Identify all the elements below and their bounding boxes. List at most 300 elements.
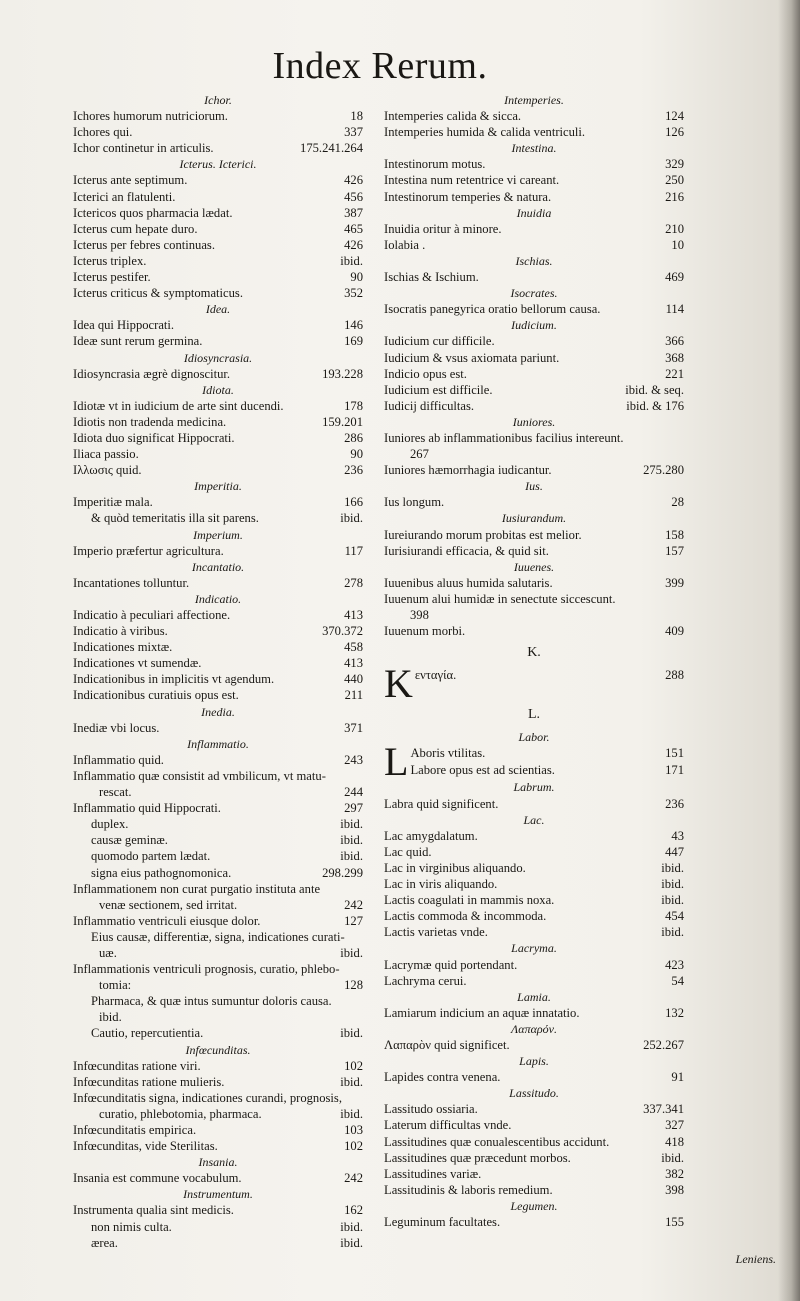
index-entry bbox=[73, 1138, 363, 1154]
index-heading: Lac. bbox=[523, 812, 545, 827]
index-entry bbox=[73, 1122, 363, 1138]
index-entry bbox=[73, 752, 363, 768]
entry-text: Iureiurando morum probitas est melior. bbox=[384, 527, 582, 542]
index-heading: Lassitudo. bbox=[509, 1086, 559, 1101]
entry-text: Insania est commune vocabulum. bbox=[73, 1171, 242, 1186]
entry-page-ref: 409 bbox=[665, 624, 684, 639]
entry-text: Iolabia . bbox=[384, 237, 426, 252]
entry-page-ref: 252.267 bbox=[643, 1037, 684, 1052]
entry-text: Instrumenta qualia sint medicis. bbox=[73, 1203, 234, 1218]
index-entry bbox=[73, 269, 363, 285]
entry-page-ref: 210 bbox=[665, 221, 684, 236]
entry-text: Indicatio à viribus. bbox=[73, 624, 168, 639]
entry-page-ref: 103 bbox=[344, 1123, 363, 1137]
entry-text: Lac in viris aliquando. bbox=[384, 877, 498, 892]
entry-text: Indicatio à peculiari affectione. bbox=[73, 608, 231, 622]
entry-text: Ictericos quos pharmacia lædat. bbox=[73, 205, 233, 220]
entry-text: Indicationibus in implicitis vt agendum. bbox=[73, 672, 275, 687]
entry-text: uæ. bbox=[99, 945, 117, 960]
index-entry bbox=[384, 1214, 684, 1230]
entry-page-ref: ibid. bbox=[340, 833, 363, 848]
entry-text: Leguminum facultates. bbox=[384, 1215, 501, 1229]
entry-page-ref: 102 bbox=[344, 1058, 363, 1073]
index-entry bbox=[73, 1202, 363, 1218]
entry-page-ref: ibid. bbox=[661, 860, 684, 875]
index-entry bbox=[73, 366, 363, 382]
entry-page-ref: 454 bbox=[665, 909, 684, 924]
entry-text: Iliaca passio. bbox=[73, 447, 139, 462]
entry-text: Iudicium & vsus axiomata pariunt. bbox=[384, 350, 560, 365]
entry-text: Iuuenibus aluus humida salutaris. bbox=[384, 575, 553, 590]
dropcap-body bbox=[410, 745, 684, 777]
index-entry bbox=[73, 494, 363, 510]
entry-text: Ιλλωσις quid. bbox=[73, 463, 142, 478]
entry-text: Infœcunditas, vide Sterilitas. bbox=[73, 1139, 218, 1154]
entry-text: Laterum difficultas vnde. bbox=[384, 1118, 512, 1133]
index-entry bbox=[73, 816, 363, 832]
entry-page-ref: 127 bbox=[344, 913, 363, 928]
entry-text: ibid. bbox=[99, 1010, 122, 1025]
index-heading: Infœcunditas. bbox=[185, 1042, 251, 1057]
dropcap-entry bbox=[384, 661, 684, 707]
index-entry bbox=[73, 977, 363, 993]
entry-text: ærea. bbox=[91, 1235, 118, 1250]
entry-text: Lassitudo ossiaria. bbox=[384, 1102, 478, 1117]
index-entry bbox=[384, 828, 684, 844]
entry-page-ref: ibid. bbox=[661, 877, 684, 892]
entry-page-ref: 54 bbox=[671, 973, 684, 988]
index-entry bbox=[73, 446, 363, 462]
index-entry bbox=[73, 221, 363, 237]
index-entry bbox=[73, 607, 363, 623]
index-entry bbox=[410, 745, 684, 761]
entry-text: signa eius pathognomonica. bbox=[91, 865, 232, 880]
index-entry bbox=[73, 945, 363, 961]
entry-text: Icterici an flatulenti. bbox=[73, 189, 176, 204]
entry-text: Inflammatio ventriculi eiusque dolor. bbox=[73, 913, 261, 928]
entry-page-ref: 169 bbox=[344, 334, 363, 349]
index-heading: Imperium. bbox=[193, 527, 243, 542]
entry-text: Pharmaca, & quæ intus sumuntur doloris causa. bbox=[91, 994, 332, 1009]
entry-page-ref: 211 bbox=[344, 688, 363, 703]
entry-text: Idiotæ vt in iudicium de arte sint ducendi. bbox=[73, 398, 284, 413]
entry-page-ref: 102 bbox=[344, 1139, 363, 1154]
entry-text: Ichor continetur in articulis. bbox=[73, 141, 214, 156]
entry-page-ref: 126 bbox=[665, 125, 684, 140]
entry-text: Icterus pestifer. bbox=[73, 270, 151, 285]
index-entry bbox=[73, 462, 363, 478]
entry-page-ref: 242 bbox=[344, 1171, 363, 1186]
entry-page-ref: 288 bbox=[665, 668, 684, 683]
entry-text: causæ geminæ. bbox=[91, 833, 168, 848]
entry-text: Cautio, repercutientia. bbox=[91, 1026, 204, 1041]
index-entry bbox=[384, 333, 684, 349]
entry-text: venæ sectionem, sed irritat. bbox=[99, 897, 238, 912]
index-heading: Idiosyncrasia. bbox=[183, 350, 253, 365]
index-entry bbox=[73, 285, 363, 301]
entry-page-ref: 128 bbox=[344, 978, 363, 993]
index-entry bbox=[384, 382, 684, 398]
entry-text: Indicationes vt sumendæ. bbox=[73, 656, 202, 671]
index-entry bbox=[384, 844, 684, 860]
entry-page-ref: 151 bbox=[665, 746, 684, 761]
entry-text: non nimis culta. bbox=[91, 1219, 172, 1234]
index-heading: Isocrates. bbox=[510, 286, 558, 301]
entry-text: Lassitudines variæ. bbox=[384, 1166, 482, 1181]
index-entry bbox=[73, 205, 363, 221]
entry-text: Icterus per febres continuas. bbox=[73, 237, 215, 252]
entry-page-ref: 162 bbox=[344, 1203, 363, 1218]
entry-text: Intestinorum temperies & natura. bbox=[384, 189, 552, 204]
entry-text: Infœcunditas ratione mulieris. bbox=[73, 1074, 225, 1089]
index-entry bbox=[384, 1182, 684, 1198]
entry-text: Lactis commoda & incommoda. bbox=[384, 909, 547, 924]
index-heading: Ius. bbox=[525, 479, 543, 494]
index-entry bbox=[73, 1009, 363, 1025]
index-entry bbox=[384, 1117, 684, 1133]
catchword: Leniens. bbox=[735, 1252, 776, 1266]
index-entry bbox=[73, 253, 363, 269]
entry-text: 267 bbox=[410, 447, 429, 462]
entry-text: Ischias & Ischium. bbox=[384, 270, 479, 285]
index-entry bbox=[384, 860, 684, 876]
index-entry bbox=[73, 575, 363, 591]
dropcap-body bbox=[415, 667, 684, 683]
index-heading: Labor. bbox=[518, 730, 550, 745]
index-entry bbox=[384, 973, 684, 989]
entry-page-ref: 426 bbox=[344, 173, 363, 188]
index-heading: Ichor. bbox=[204, 93, 232, 107]
index-entry bbox=[73, 1090, 363, 1106]
entry-text: Iuuenum alui humidæ in senectute siccescunt. bbox=[384, 591, 616, 606]
index-entry bbox=[384, 575, 684, 591]
index-heading: Iusiurandum. bbox=[501, 511, 567, 526]
index-heading: Icterus. Icterici. bbox=[179, 157, 257, 172]
entry-text: rescat. bbox=[99, 785, 132, 800]
entry-text: Lamiarum indicium an aquæ innatatio. bbox=[384, 1005, 580, 1020]
index-entry bbox=[73, 720, 363, 736]
index-entry bbox=[384, 543, 684, 559]
entry-page-ref: ibid. & seq. bbox=[625, 382, 684, 397]
entry-page-ref: 10 bbox=[671, 237, 684, 252]
entry-text: Lacrymæ quid portendant. bbox=[384, 957, 518, 972]
entry-text: Inuidia oritur à minore. bbox=[384, 221, 502, 236]
entry-text: Infœcunditas ratione viri. bbox=[73, 1058, 201, 1073]
entry-page-ref: 155 bbox=[665, 1215, 684, 1229]
index-heading: Lacryma. bbox=[511, 941, 557, 956]
index-heading: Lamia. bbox=[517, 989, 551, 1004]
entry-page-ref: 91 bbox=[671, 1070, 684, 1085]
entry-text: Inflammatio quid. bbox=[73, 752, 164, 767]
entry-text: Inflammationem non curat purgatio instituta ante bbox=[73, 881, 321, 896]
index-entry bbox=[384, 462, 684, 478]
index-entry bbox=[73, 398, 363, 414]
entry-page-ref: 236 bbox=[665, 796, 684, 811]
entry-page-ref: 298.299 bbox=[322, 865, 363, 880]
index-entry bbox=[384, 366, 684, 382]
entry-page-ref: 387 bbox=[344, 205, 363, 220]
index-heading: Idea. bbox=[205, 302, 231, 317]
index-entry bbox=[73, 961, 363, 977]
index-entry bbox=[384, 607, 684, 623]
entry-page-ref: ibid. bbox=[340, 511, 363, 526]
entry-page-ref: ibid. bbox=[661, 1150, 684, 1165]
entry-page-ref: 90 bbox=[350, 270, 363, 285]
index-entry bbox=[73, 1074, 363, 1090]
entry-page-ref: 286 bbox=[344, 430, 363, 445]
index-entry bbox=[73, 897, 363, 913]
entry-page-ref: 250 bbox=[665, 173, 684, 188]
entry-page-ref: ibid. bbox=[340, 849, 363, 864]
entry-page-ref: 242 bbox=[344, 897, 363, 912]
entry-page-ref: 244 bbox=[344, 785, 363, 800]
entry-page-ref: 456 bbox=[344, 189, 363, 204]
entry-page-ref: 132 bbox=[665, 1005, 684, 1020]
index-entry bbox=[73, 832, 363, 848]
index-entry bbox=[73, 655, 363, 671]
entry-page-ref: 216 bbox=[665, 189, 684, 204]
index-entry bbox=[73, 784, 363, 800]
entry-text: Ichores qui. bbox=[73, 125, 133, 140]
index-entry bbox=[73, 317, 363, 333]
entry-text: Infœcunditatis empirica. bbox=[73, 1123, 197, 1137]
entry-text: curatio, phlebotomia, pharmaca. bbox=[99, 1106, 262, 1121]
entry-page-ref: 447 bbox=[665, 844, 684, 859]
entry-page-ref: 469 bbox=[665, 270, 684, 285]
entry-page-ref: ibid. bbox=[661, 893, 684, 908]
index-entry bbox=[384, 269, 684, 285]
section-letter: L. bbox=[527, 707, 541, 723]
index-entry bbox=[73, 768, 363, 784]
entry-text: Idea qui Hippocrati. bbox=[73, 318, 175, 333]
entry-text: Imperitiæ mala. bbox=[73, 495, 153, 510]
index-column-right bbox=[384, 92, 684, 1230]
index-entry bbox=[384, 1037, 684, 1053]
entry-page-ref: 465 bbox=[344, 221, 363, 236]
entry-text: Eius causæ, differentiæ, signa, indicationes curati- bbox=[91, 929, 345, 944]
entry-page-ref: ibid. bbox=[340, 253, 363, 268]
index-heading: Intemperies. bbox=[504, 93, 564, 107]
entry-text: Inflammatio quæ consistit ad vmbilicum, vt matu- bbox=[73, 768, 326, 783]
entry-text: Lactis varietas vnde. bbox=[384, 925, 488, 940]
entry-text: Iuniores hæmorrhagia iudicantur. bbox=[384, 463, 552, 478]
index-heading: Instrumentum. bbox=[183, 1187, 253, 1202]
index-heading: Idiota. bbox=[202, 382, 234, 397]
entry-page-ref: ibid. bbox=[340, 817, 363, 832]
index-entry bbox=[384, 108, 684, 124]
entry-page-ref: 413 bbox=[344, 656, 363, 671]
entry-page-ref: 158 bbox=[665, 527, 684, 542]
index-entry bbox=[73, 913, 363, 929]
entry-page-ref: 124 bbox=[665, 109, 684, 124]
index-heading: Imperitia. bbox=[194, 479, 242, 494]
entry-page-ref: ibid. bbox=[661, 925, 684, 940]
entry-text: Iudicium cur difficile. bbox=[384, 334, 495, 349]
entry-text: Inediæ vbi locus. bbox=[73, 720, 160, 735]
index-entry bbox=[384, 876, 684, 892]
index-entry bbox=[384, 1166, 684, 1182]
index-heading: Insania. bbox=[198, 1155, 238, 1170]
entry-page-ref: 166 bbox=[344, 495, 363, 510]
index-entry bbox=[73, 108, 363, 124]
entry-text: Iudicij difficultas. bbox=[384, 398, 475, 413]
entry-text: Lassitudinis & laboris remedium. bbox=[384, 1182, 553, 1197]
entry-page-ref: 275.280 bbox=[643, 463, 684, 478]
index-entry bbox=[73, 510, 363, 526]
index-entry bbox=[384, 237, 684, 253]
entry-page-ref: 329 bbox=[665, 157, 684, 172]
entry-text: Labra quid significent. bbox=[384, 796, 499, 811]
index-heading: Λαπαρόν. bbox=[511, 1021, 557, 1036]
index-entry bbox=[73, 993, 363, 1009]
index-entry bbox=[384, 398, 684, 414]
entry-page-ref: 278 bbox=[344, 575, 363, 590]
index-entry bbox=[384, 430, 684, 446]
index-entry bbox=[384, 172, 684, 188]
entry-page-ref: ibid. & 176 bbox=[626, 398, 684, 413]
index-entry bbox=[73, 1106, 363, 1122]
index-entry bbox=[384, 350, 684, 366]
entry-page-ref: 114 bbox=[665, 302, 684, 317]
entry-page-ref: ibid. bbox=[340, 1106, 363, 1121]
entry-page-ref: 371 bbox=[344, 720, 363, 735]
entry-text: Intemperies calida & sicca. bbox=[384, 109, 522, 124]
index-entry bbox=[73, 687, 363, 703]
entry-text: Labore opus est ad scientias. bbox=[410, 762, 555, 777]
entry-text: Indicationes mixtæ. bbox=[73, 640, 173, 655]
entry-page-ref: 297 bbox=[344, 801, 363, 816]
index-entry bbox=[73, 1025, 363, 1041]
index-entry bbox=[384, 446, 684, 462]
index-entry bbox=[384, 591, 684, 607]
entry-text: Idiotis non tradenda medicina. bbox=[73, 414, 227, 429]
dropcap-entry bbox=[384, 739, 684, 785]
entry-text: Iurisiurandi efficacia, & quid sit. bbox=[384, 543, 549, 558]
entry-page-ref: 366 bbox=[665, 334, 684, 349]
entry-text: Infœcunditatis signa, indicationes curandi, prognosis, bbox=[73, 1090, 342, 1105]
entry-text: Iuniores ab inflammationibus facilius intereunt. bbox=[384, 430, 624, 445]
index-entry bbox=[73, 1235, 363, 1251]
entry-text: Inflammatio quid Hippocrati. bbox=[73, 801, 221, 816]
index-heading: Lapis. bbox=[519, 1054, 549, 1069]
index-entry bbox=[73, 1058, 363, 1074]
index-entry bbox=[384, 1150, 684, 1166]
index-entry bbox=[384, 892, 684, 908]
entry-page-ref: 327 bbox=[665, 1118, 684, 1133]
entry-page-ref: 423 bbox=[665, 957, 684, 972]
entry-text: Lactis coagulati in mammis noxa. bbox=[384, 893, 555, 908]
entry-text: Lassitudines quæ præcedunt morbos. bbox=[384, 1150, 571, 1165]
entry-page-ref: 399 bbox=[665, 575, 684, 590]
index-entry bbox=[384, 908, 684, 924]
index-entry bbox=[73, 189, 363, 205]
entry-text: Ichores humorum nutriciorum. bbox=[73, 109, 228, 124]
entry-text: ενταγία. bbox=[414, 668, 457, 683]
entry-page-ref: 117 bbox=[344, 543, 363, 558]
index-entry bbox=[73, 865, 363, 881]
index-entry bbox=[384, 1005, 684, 1021]
entry-page-ref: ibid. bbox=[340, 1219, 363, 1234]
index-entry bbox=[73, 414, 363, 430]
entry-text: Icterus cum hepate duro. bbox=[73, 221, 198, 236]
entry-text: Indicationibus curatiuis opus est. bbox=[73, 688, 239, 703]
index-entry bbox=[73, 1170, 363, 1186]
index-entry bbox=[73, 639, 363, 655]
index-entry bbox=[384, 124, 684, 140]
index-entry bbox=[384, 1101, 684, 1117]
entry-text: Lac amygdalatum. bbox=[384, 828, 478, 843]
entry-page-ref: 440 bbox=[344, 672, 363, 687]
index-entry bbox=[73, 881, 363, 897]
entry-page-ref: ibid. bbox=[340, 945, 363, 960]
entry-text: Icterus criticus & symptomaticus. bbox=[73, 286, 243, 301]
entry-text: Lassitudines quæ conualescentibus accidunt. bbox=[384, 1134, 610, 1149]
entry-page-ref: 193.228 bbox=[322, 366, 363, 381]
index-entry bbox=[73, 124, 363, 140]
index-entry bbox=[384, 1134, 684, 1150]
section-letter: K. bbox=[527, 645, 541, 661]
entry-page-ref: 337 bbox=[344, 125, 363, 140]
index-entry bbox=[73, 237, 363, 253]
entry-page-ref: 146 bbox=[344, 318, 363, 333]
entry-page-ref: 426 bbox=[344, 237, 363, 252]
entry-text: Intestina num retentrice vi careant. bbox=[384, 173, 560, 188]
entry-text: Intemperies humida & calida ventriculi. bbox=[384, 125, 586, 140]
entry-page-ref: 28 bbox=[671, 495, 684, 510]
entry-text: quomodo partem lædat. bbox=[91, 849, 211, 864]
dropcap-initial: K bbox=[384, 661, 413, 707]
index-heading: Indicatio. bbox=[194, 591, 242, 606]
page-title: Index Rerum. bbox=[272, 45, 488, 87]
entry-page-ref: 171 bbox=[665, 762, 684, 777]
entry-page-ref: 382 bbox=[665, 1166, 684, 1181]
entry-page-ref: 90 bbox=[350, 447, 363, 462]
entry-text: Icterus triplex. bbox=[73, 253, 147, 268]
entry-page-ref: 352 bbox=[344, 286, 363, 301]
entry-text: Lac quid. bbox=[384, 844, 432, 859]
entry-text: Inflammationis ventriculi prognosis, curatio, phlebo- bbox=[73, 962, 340, 977]
index-entry bbox=[410, 762, 684, 778]
index-column-left bbox=[73, 92, 363, 1251]
index-heading: Ischias. bbox=[515, 253, 553, 268]
entry-page-ref: 43 bbox=[671, 828, 684, 843]
entry-page-ref: 398 bbox=[665, 1182, 684, 1197]
entry-text: duplex. bbox=[91, 817, 129, 832]
entry-page-ref: 236 bbox=[344, 463, 363, 478]
index-entry bbox=[384, 527, 684, 543]
entry-page-ref: 413 bbox=[344, 608, 363, 622]
index-entry bbox=[384, 1069, 684, 1085]
index-entry bbox=[73, 1219, 363, 1235]
entry-text: Ius longum. bbox=[384, 495, 445, 510]
entry-page-ref: 418 bbox=[665, 1134, 684, 1149]
entry-page-ref: 368 bbox=[665, 350, 684, 365]
entry-text: & quòd temeritatis illa sit parens. bbox=[91, 511, 259, 526]
index-entry bbox=[384, 494, 684, 510]
entry-page-ref: 458 bbox=[344, 640, 363, 655]
entry-text: Incantationes tolluntur. bbox=[73, 575, 190, 590]
index-heading: Intestina. bbox=[511, 141, 557, 156]
entry-text: Indicio opus est. bbox=[384, 366, 467, 381]
index-entry bbox=[73, 543, 363, 559]
entry-page-ref: 243 bbox=[344, 752, 363, 767]
index-entry bbox=[384, 301, 684, 317]
entry-text: Isocratis panegyrica oratio bellorum causa. bbox=[384, 302, 601, 317]
index-entry bbox=[384, 796, 684, 812]
entry-page-ref: 178 bbox=[344, 398, 363, 413]
index-entry bbox=[384, 623, 684, 639]
entry-text: Lac in virginibus aliquando. bbox=[384, 860, 526, 875]
